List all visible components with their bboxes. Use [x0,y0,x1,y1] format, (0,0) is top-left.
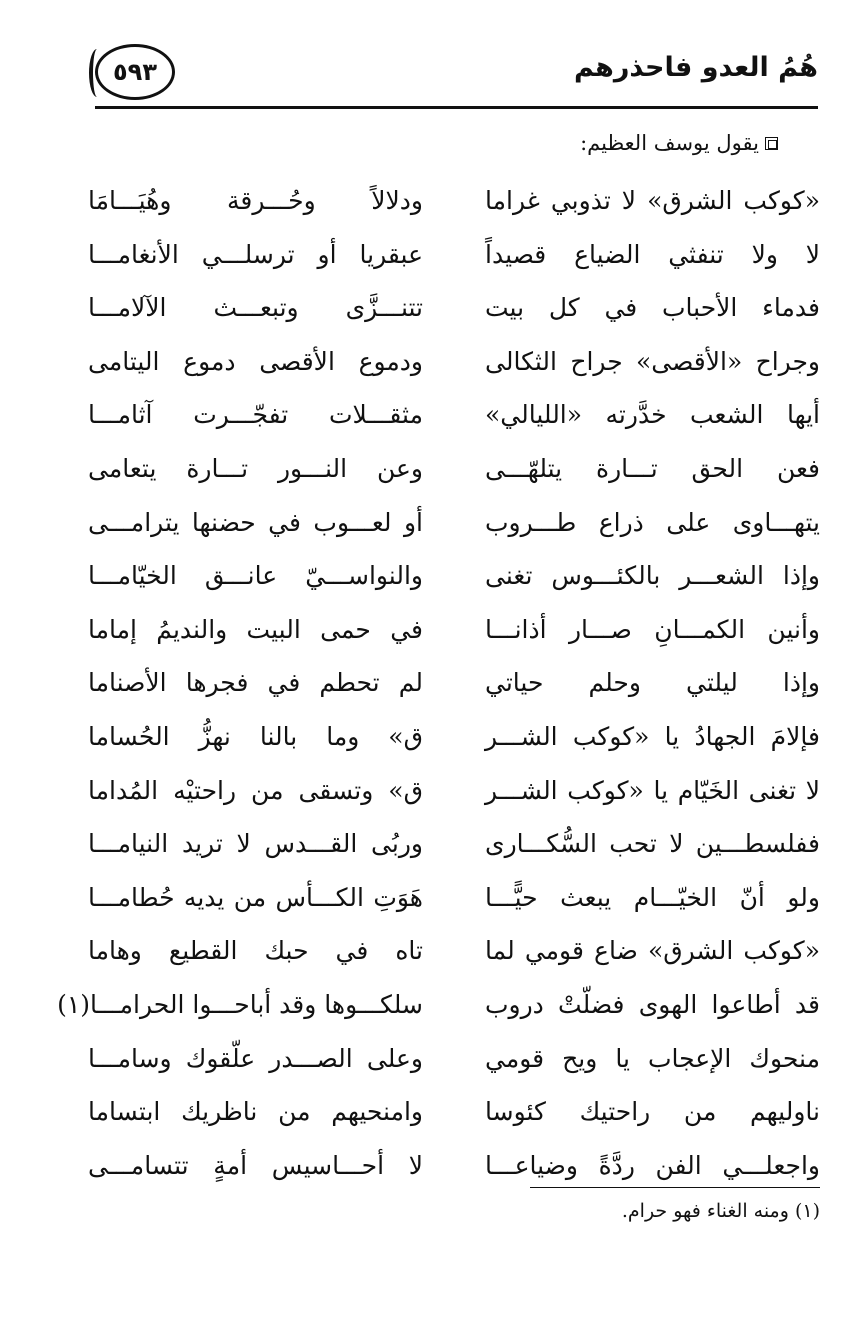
verse-first-hemistich: فعن الحق تـــارة يتلهّـــى [485,453,820,483]
verse-second-hemistich: هَوَتِ الكـــأس من يديه حُطامـــا [88,882,423,912]
verse-second-hemistich: تاه في حبك القطيع وهاما [88,936,423,966]
verse-first-hemistich: يتهـــاوى على ذراع طـــروب [485,507,820,537]
verse-first-hemistich: فإلامَ الجهادُ يا «كوكب الشـــر [485,721,820,751]
verse-first-hemistich: ناوليهم من راحتيك كئوسا [485,1097,820,1127]
footnote: (١) ومنه الغناء فهو حرام. [621,1200,820,1222]
verse-first-hemistich: أيها الشعب خدَّرته «الليالي» [485,400,820,430]
verse-second-hemistich: ودلالاً وحُـــرقة وهُيَـــامَا [88,186,423,215]
footnote-divider [530,1187,820,1188]
verse-second-hemistich: وربُى القـــدس لا تريد النيامـــا [88,829,423,859]
verse-second-hemistich: ق» وما بالنا نهزُّ الحُساما [88,721,423,751]
verse-second-hemistich: ودموع الأقصى دموع اليتامى [88,346,423,376]
verse-second-hemistich: سلكـــوها وقد أباحـــوا الحرامـــا(١) [57,989,423,1019]
verse-second-hemistich: وعلى الصـــدر علّقوك وسامـــا [88,1043,423,1073]
square-bullet-icon [765,137,778,150]
verse-second-hemistich: ق» وتسقى من راحتيْه المُداما [88,775,423,805]
header-divider [95,106,818,109]
poem-right-column [485,174,820,1192]
verse-first-hemistich: منحوك الإعجاب يا ويح قومي [485,1043,820,1073]
verse-second-hemistich: لا أحـــاسيس أمةٍ تتسامـــى [88,1150,423,1180]
verse-second-hemistich: وعن النـــور تـــارة يتعامى [88,453,423,483]
verse-first-hemistich: وجراح «الأقصى» جراح الثكالى [485,346,820,376]
verse-second-hemistich: مثقـــلات تفجّـــرت آثامـــا [88,400,423,430]
poem-intro [580,131,778,155]
verse-first-hemistich: واجعلـــي الفن ردَّةً وضياعـــا [485,1150,820,1180]
verse-first-hemistich: قد أطاعوا الهوى فضلّتْ دروب [485,989,820,1019]
verse-first-hemistich: لا ولا تنفثي الضياع قصيداً [485,239,820,269]
verse-second-hemistich: والنواســـيّ عانـــق الخيّامـــا [88,561,423,591]
verse-first-hemistich: ولو أنّ الخيّـــام يبعث حيًّـــا [485,882,820,912]
verse-second-hemistich: في حمى البيت والنديمُ إماما [88,614,423,644]
verse-first-hemistich: وإذا الشعـــر بالكئـــوس تغنى [485,561,820,591]
verse-first-hemistich: ففلسطـــين لا تحب السُّكـــارى [485,829,820,859]
verse-first-hemistich: «كوكب الشرق» لا تذوبي غراما [485,186,820,215]
verse-second-hemistich: أو لعـــوب في حضنها يترامـــى [88,507,423,537]
page-number: ٥٩٣ [113,58,157,86]
verse-second-hemistich: عبقريا أو ترسلـــي الأنغامـــا [88,239,423,269]
verse-first-hemistich: وأنين الكمـــانِ صـــار أذانـــا [485,614,820,644]
verse-second-hemistich: لم تحطم في فجرها الأصناما [88,668,423,698]
verse-first-hemistich: لا تغنى الخَيّام يا «كوكب الشـــر [485,775,820,805]
verse-first-hemistich: فدماء الأحباب في كل بيت [485,293,820,323]
page-number-badge [95,44,175,100]
verse-second-hemistich: وامنحيهم من ناظريك ابتساما [88,1097,423,1127]
chapter-title: هُمُ العدو فاحذرهم [573,52,818,83]
verse-first-hemistich: وإذا ليلتي وحلم حياتي [485,668,820,698]
poem-left-column [57,174,423,1192]
intro-text: يقول يوسف العظيم: [580,131,759,155]
verse-second-hemistich: تتنـــزَّى وتبعـــث الآلامـــا [88,293,423,323]
verse-first-hemistich: «كوكب الشرق» ضاع قومي لما [485,936,820,966]
